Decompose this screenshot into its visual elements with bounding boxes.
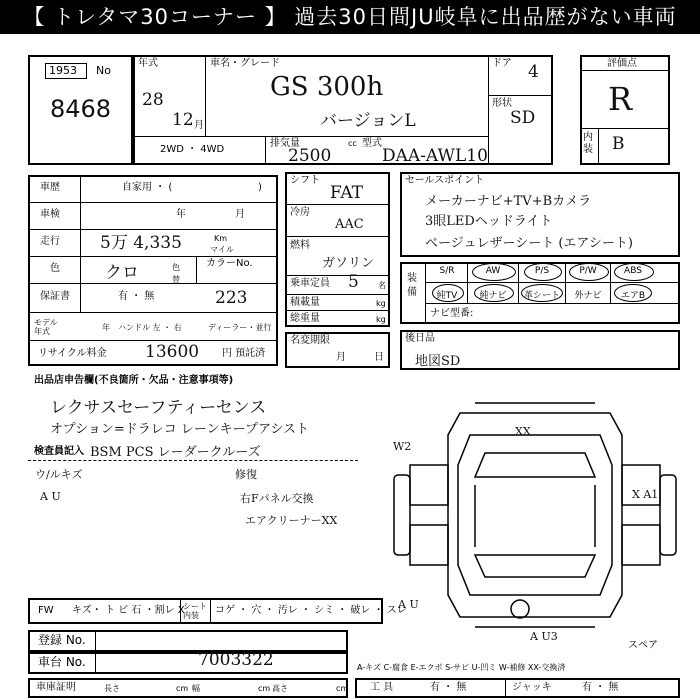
seat-items: コゲ ・ 穴 ・ 汚レ ・ シミ ・ 破レ ・ スレ [215, 605, 407, 616]
circle-ps [524, 263, 562, 281]
lot-number: 8468 [50, 95, 112, 123]
capacity-value: 5 [348, 272, 359, 292]
equip-tv: 純TV [436, 291, 458, 301]
lot-tag-text: 1953 [49, 64, 77, 77]
history-value: 自家用 ・ ( [122, 182, 173, 193]
diagram-note-a1: X A1 [632, 488, 659, 501]
dim-height: 高さ [272, 684, 288, 693]
sales-line-2: 3眼LEDヘッドライト [425, 214, 553, 229]
banner-title: 【 トレタマ30コーナー 】 過去30日間JU岐阜に出品歴がない車両 [0, 0, 700, 34]
defect-line-2: オプション=ドラレコ レーンキープアシスト [50, 422, 310, 437]
mileage-label: 走行 [40, 236, 60, 247]
drive-label: 2WD ・ 4WD [160, 144, 225, 155]
inspection-label: 車検 [40, 209, 60, 220]
circle-airbag [614, 284, 652, 302]
history-label: 車歴 [40, 182, 60, 193]
load-label: 積載量 [290, 297, 320, 308]
equip-ps: P/S [534, 266, 550, 276]
chassis-label: 車台 No. [38, 655, 86, 669]
defects-label: 出品店申告欄(不良箇所・欠品・注意事項等) [34, 375, 234, 386]
circle-tv [432, 284, 464, 302]
equip-sr: S/R [439, 266, 455, 276]
circle-pw [569, 263, 609, 281]
equipment-label: 装備 [407, 273, 417, 298]
dealer-label: ディーラー・並行 [208, 323, 272, 332]
warranty-value: 有 ・ 無 [118, 291, 155, 302]
model-year-year: 年 [102, 323, 110, 332]
model-year-label: モデル年式 [34, 318, 58, 336]
fuel-value: ガソリン [322, 256, 375, 271]
capacity-label: 乗車定員 [290, 278, 330, 289]
registration-month: 月 [336, 352, 346, 363]
year-month-label: 月 [194, 120, 204, 131]
color-change: 色替 [172, 263, 180, 284]
tools-value: 有 ・ 無 [430, 682, 467, 693]
equip-ext-navi: 外ナビ [574, 291, 602, 301]
color-label: 色 [50, 263, 60, 274]
diagram-note-w2: W2 [393, 440, 412, 453]
recycle-value: 13600 [145, 342, 200, 362]
gross-label: 総重量 [290, 313, 320, 324]
mileage-unit-km: Km [214, 234, 228, 243]
ac-label: 冷房 [290, 207, 310, 218]
model-label: 車名・グレード [210, 58, 280, 69]
equip-airbag: エアB [620, 291, 646, 301]
dim-width-unit: cm [258, 684, 271, 693]
shape-value: SD [510, 108, 536, 128]
lot-no-label: No [96, 64, 111, 77]
circle-abs [614, 263, 654, 281]
year-label: 年式 [138, 58, 158, 69]
warranty-label: 保証書 [40, 291, 70, 302]
seat-label: シート内装 [183, 602, 207, 620]
spec-table [28, 175, 278, 366]
door-label: ドア [492, 58, 512, 69]
model-code-label: 型式 [362, 138, 382, 149]
inspector-note-1: ウ/ルキズ [35, 468, 83, 481]
registration-day: 日 [374, 352, 384, 363]
handle-label: ハンドル 左 ・ 右 [118, 323, 182, 332]
circle-leather [521, 284, 563, 302]
recycle-unit: 円 預託済 [222, 348, 266, 359]
shift-label: シフト [290, 175, 320, 186]
floor-label: FW [38, 605, 54, 616]
equip-abs: ABS [624, 266, 642, 276]
color-code-label: カラーNo. [206, 258, 253, 269]
shift-value: FAT [330, 183, 364, 203]
inspector-label: 検査員記入 [34, 446, 84, 457]
sales-line-1: メーカーナビ+TV+Bカメラ [425, 194, 592, 209]
car-damage-diagram [390, 395, 690, 635]
model-name: GS 300h [270, 72, 384, 102]
gross-unit: kg [376, 315, 386, 324]
color-value: クロ [105, 263, 139, 283]
dim-length-unit: cm [176, 684, 189, 693]
year-value: 28 [142, 90, 164, 110]
inspector-note-3: A U [40, 490, 61, 503]
dim-length: 長さ [104, 684, 120, 693]
grade-value: R [608, 80, 633, 118]
recycle-label: リサイクル料金 [38, 348, 107, 359]
load-unit: kg [376, 299, 386, 308]
mileage-unit-mile: マイル [210, 245, 234, 254]
diagram-note-au3: A U3 [530, 630, 558, 643]
displacement-unit: cc [348, 139, 357, 148]
later-items-value: 地図SD [415, 354, 461, 369]
chassis-value: 7003322 [198, 650, 274, 670]
equip-navi: 純ナビ [479, 291, 507, 301]
floor-items: キズ・ ト ビ 石 ・割レ X [72, 605, 185, 616]
mileage-value: 5万 4,335 [100, 233, 182, 253]
registration-label: 名変期限 [290, 335, 330, 346]
sales-line-3: ベージュレザーシート (エアシート) [425, 236, 633, 251]
equip-aw: AW [485, 266, 501, 276]
jack-value: 有 ・ 無 [582, 682, 619, 693]
capacity-unit: 名 [378, 281, 386, 290]
defect-line-3: BSM PCS レーダークルーズ [90, 445, 261, 460]
spare-label: スペア [628, 640, 658, 651]
fuel-label: 燃料 [290, 240, 310, 251]
equip-navi-model: ナビ型番: [430, 308, 474, 319]
jack-label: ジャッキ [512, 682, 552, 693]
shape-label: 形状 [492, 98, 512, 109]
tools-label: 工 具 [370, 682, 394, 693]
dim-width: 幅 [192, 684, 200, 693]
equip-leather: 革シート [523, 291, 560, 301]
later-items-label: 後日品 [405, 333, 435, 344]
model-grade: バージョンL [320, 111, 416, 131]
garage-label: 車庫証明 [36, 682, 76, 693]
interior-label: 内装 [583, 132, 593, 155]
history-close: ) [258, 182, 262, 193]
displacement-value: 2500 [288, 146, 332, 166]
interior-value: B [612, 134, 625, 154]
sales-points-label: セールスポイント [405, 175, 485, 186]
diagram-note-xx: XX [515, 425, 531, 438]
door-value: 4 [528, 62, 539, 82]
inspector-note-2: 修復 [235, 468, 257, 481]
legend-text: A-キズ C-腐食 E-エクボ S-サビ U-凹ミ W-補修 XX-交換済 [357, 663, 566, 672]
circle-navi [474, 284, 514, 302]
defect-line-1: レクサスセーフティーセンス [50, 398, 267, 418]
diagram-note-au: A U [398, 598, 419, 611]
reg-no-label: 登録 No. [38, 633, 86, 647]
color-code: 223 [215, 288, 248, 308]
dim-height-unit: cm [336, 684, 349, 693]
inspection-month: 月 [235, 209, 245, 220]
ac-value: AAC [335, 217, 364, 232]
displacement-label: 排気量 [270, 138, 300, 149]
model-code-value: DAA-AWL10 [382, 146, 488, 166]
year-month: 12 [172, 110, 194, 130]
inspection-year: 年 [176, 209, 186, 220]
inspector-note-4: 右Fパネル交換 [240, 492, 314, 505]
inspector-note-5: エアクリーナーXX [245, 514, 338, 527]
grade-label: 評価点 [607, 58, 637, 69]
equip-pw: P/W [579, 266, 597, 276]
circle-aw [472, 263, 516, 281]
